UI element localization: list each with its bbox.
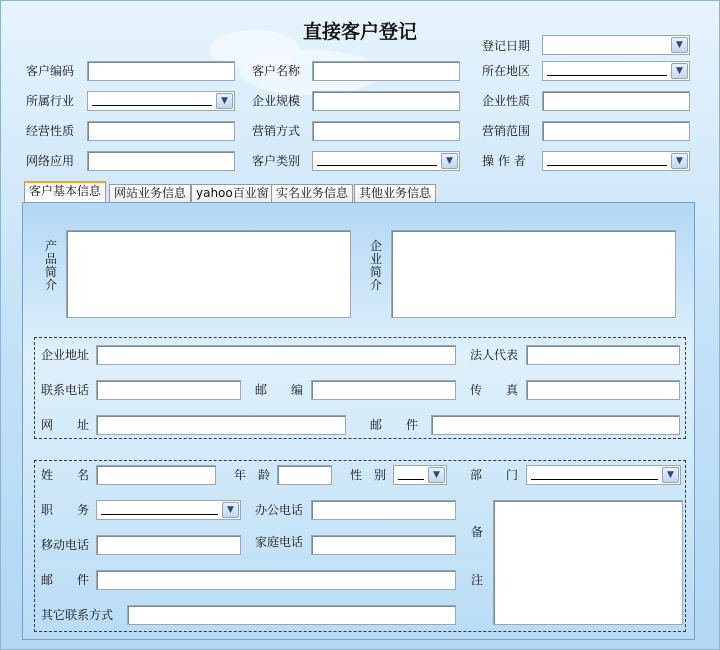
contact-email-label: 邮 件 [41,573,90,587]
dept-select[interactable] [526,465,681,485]
chevron-down-icon: ▼ [441,153,458,169]
fax-label: 传 真 [470,383,519,397]
web-app-label: 网络应用 [26,154,75,168]
website-input[interactable] [96,415,346,435]
mobile-input[interactable] [96,535,241,555]
operator-label: 操 作 者 [482,154,526,168]
dept-label: 部 门 [470,468,519,482]
chevron-down-icon: ▼ [428,467,445,483]
tab-other-business[interactable]: 其他业务信息 [354,184,436,203]
fax-input[interactable] [526,380,680,400]
business-nature-input[interactable] [87,121,235,141]
office-phone-label: 办公电话 [255,503,304,517]
phone-input[interactable] [96,380,241,400]
nature-input[interactable] [542,91,690,111]
email-label: 邮 件 [370,418,419,432]
operator-select[interactable] [542,151,690,171]
address-input[interactable] [96,345,456,365]
region-label: 所在地区 [482,64,531,78]
customer-name-input[interactable] [312,61,460,81]
customer-type-select[interactable] [312,151,460,171]
customer-name-label: 客户名称 [252,64,301,78]
remark-label-bottom: 注 [471,573,484,587]
sales-method-label: 营销方式 [252,124,301,138]
business-nature-label: 经营性质 [26,124,75,138]
home-phone-label: 家庭电话 [255,535,304,549]
mobile-label: 移动电话 [41,538,90,552]
other-contact-label: 其它联系方式 [41,608,114,622]
sales-scope-label: 营销范围 [482,124,531,138]
chevron-down-icon: ▼ [222,502,239,518]
customer-type-label: 客户类别 [252,154,301,168]
customer-code-input[interactable] [87,61,235,81]
web-app-input[interactable] [87,151,235,171]
postcode-input[interactable] [311,380,456,400]
position-select[interactable] [96,500,241,520]
postcode-label: 邮 编 [255,383,304,397]
phone-label: 联系电话 [41,383,90,397]
remark-textarea[interactable] [493,500,683,625]
name-input[interactable] [96,465,216,485]
industry-label: 所属行业 [26,94,75,108]
gender-label: 性 别 [350,468,387,482]
tab-customer-basic[interactable]: 客户基本信息 [24,181,106,203]
position-label: 职 务 [41,503,90,517]
office-phone-input[interactable] [311,500,456,520]
gender-select[interactable] [393,465,447,485]
email-input[interactable] [431,415,680,435]
product-intro-textarea[interactable] [66,230,351,318]
sales-scope-input[interactable] [542,121,690,141]
chevron-down-icon: ▼ [671,153,688,169]
register-date-select[interactable] [542,35,690,55]
website-label: 网 址 [41,418,90,432]
sales-method-input[interactable] [312,121,460,141]
company-intro-textarea[interactable] [391,230,676,318]
tab-website-business[interactable]: 网站业务信息 [109,184,191,203]
age-label: 年 龄 [234,468,271,482]
other-contact-input[interactable] [127,605,456,625]
chevron-down-icon: ▼ [216,93,233,109]
product-intro-label: 产 品 简 介 [44,239,57,292]
name-label: 姓 名 [41,468,90,482]
nature-label: 企业性质 [482,94,531,108]
chevron-down-icon: ▼ [662,467,679,483]
age-input[interactable] [277,465,332,485]
contact-email-input[interactable] [96,570,456,590]
region-select[interactable] [542,61,690,81]
customer-code-label: 客户编码 [26,64,75,78]
industry-select[interactable] [87,91,235,111]
legal-rep-label: 法人代表 [470,348,519,362]
page-title: 直接客户登记 [302,21,417,43]
register-date-label: 登记日期 [482,39,531,53]
chevron-down-icon: ▼ [671,63,688,79]
company-intro-label: 企 业 简 介 [369,239,382,292]
legal-rep-input[interactable] [526,345,680,365]
scale-label: 企业规模 [252,94,301,108]
remark-label-top: 备 [471,525,484,539]
scale-input[interactable] [312,91,460,111]
address-label: 企业地址 [41,348,90,362]
chevron-down-icon: ▼ [671,37,688,53]
home-phone-input[interactable] [311,535,456,555]
tab-yahoo[interactable]: yahoo百业窗 [191,184,274,203]
tab-realname-business[interactable]: 实名业务信息 [271,184,353,203]
